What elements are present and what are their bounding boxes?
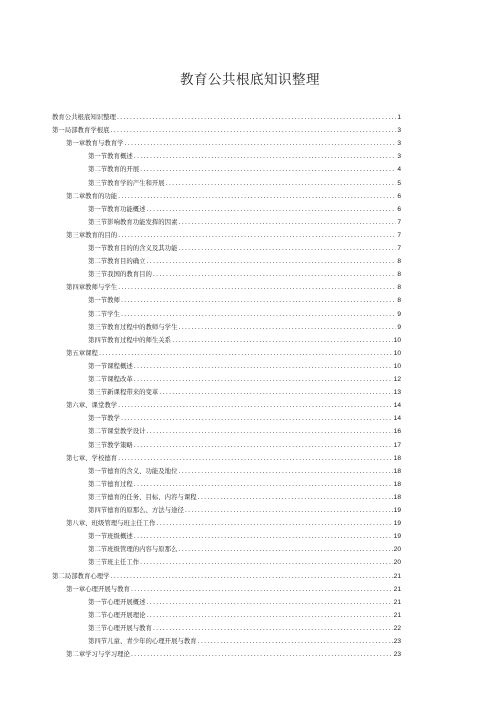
toc-entry-title: 第二节学生	[88, 309, 120, 318]
toc-leader-dots	[131, 583, 393, 595]
toc-leader-dots	[134, 530, 393, 542]
toc-leader-dots	[125, 137, 397, 149]
toc-leader-dots	[140, 163, 396, 175]
toc-entry-title: 第一节教学	[88, 414, 120, 423]
toc-entry[interactable]	[88, 425, 401, 437]
toc-page-number: 22	[393, 624, 401, 632]
toc-page-number: 9	[397, 310, 401, 318]
toc-page-number: 4	[397, 166, 401, 174]
toc-entry[interactable]	[88, 177, 401, 189]
toc-entry[interactable]	[88, 321, 401, 333]
toc-leader-dots	[147, 425, 393, 437]
toc-entry[interactable]	[66, 281, 401, 293]
toc-page-number: 1	[397, 114, 401, 121]
toc-entry[interactable]	[66, 229, 401, 241]
toc-entry-title: 第三节教育过程中的教师与学生	[88, 322, 178, 331]
toc-entry-title: 第一节心理开展概述	[88, 597, 146, 606]
toc-entry-title: 第六章、课堂教学	[66, 401, 118, 410]
toc-entry[interactable]	[88, 163, 401, 175]
toc-page-number: 7	[397, 231, 401, 239]
toc-entry[interactable]	[88, 373, 401, 385]
toc-entry-title: 第五章课程	[66, 348, 98, 357]
toc-entry-title: 教育公共根底知识整理	[52, 113, 116, 121]
toc-entry[interactable]	[88, 439, 401, 451]
toc-leader-dots	[178, 465, 392, 477]
toc-entry-title: 第二节班级管理的内容与原那么	[88, 545, 178, 554]
toc-page-number: 7	[397, 218, 401, 226]
toc-entry-title: 第一节教育目的的含义及其功能	[88, 244, 178, 252]
toc-entry-title: 第三节新课程带来的变革	[88, 388, 159, 397]
toc-page-number: 10	[393, 362, 401, 370]
toc-entry-title: 第三节心理开展与教育	[88, 623, 152, 632]
toc-entry[interactable]	[88, 504, 401, 516]
toc-entry-title: 第三节班主任工作	[88, 558, 140, 567]
toc-entry-title: 第二节教育的开展	[88, 165, 140, 174]
document-title: 教育公共根底知识整理	[180, 72, 320, 88]
toc-leader-dots	[117, 111, 396, 123]
toc-entry[interactable]	[52, 124, 401, 136]
toc-entry[interactable]	[52, 570, 401, 582]
toc-entry[interactable]	[88, 255, 401, 267]
toc-page-number: 14	[393, 402, 401, 410]
toc-leader-dots	[147, 596, 393, 608]
toc-page-number: 19	[393, 507, 401, 514]
toc-leader-dots	[153, 622, 393, 634]
toc-page-number: 18	[393, 454, 401, 462]
toc-page-number: 19	[393, 533, 401, 541]
toc-page-number: 19	[393, 520, 401, 528]
toc-entry-title: 第二节课堂教学设计	[88, 427, 146, 436]
toc-entry-title: 第一节教育概述	[88, 152, 133, 161]
toc-leader-dots	[178, 242, 396, 254]
toc-page-number: 8	[397, 297, 401, 305]
toc-page-number: 14	[393, 415, 401, 423]
toc-page-number: 9	[397, 323, 401, 331]
toc-entry-title: 第三章教育的目的	[66, 230, 118, 239]
toc-entry-title: 第三节影响教育功能发挥的因素	[88, 217, 178, 226]
toc-entry[interactable]	[66, 399, 401, 411]
toc-leader-dots	[121, 308, 396, 320]
toc-entry-title: 第七章、学校德育	[66, 453, 118, 462]
toc-entry-title: 第二节教育目的确立	[88, 257, 146, 266]
toc-leader-dots	[140, 556, 393, 568]
toc-leader-dots	[111, 124, 397, 136]
toc-entry[interactable]	[88, 596, 401, 608]
toc-entry[interactable]	[66, 583, 401, 595]
toc-entry[interactable]	[88, 530, 401, 542]
toc-entry[interactable]	[88, 412, 401, 424]
toc-page-number: 8	[397, 258, 401, 266]
toc-entry-title: 第一节班级概述	[88, 532, 133, 541]
toc-entry-title: 第一节课程概述	[88, 361, 133, 370]
toc-page-number: 18	[393, 467, 401, 475]
toc-page-number: 17	[393, 441, 401, 449]
toc-page-number: 10	[393, 336, 401, 344]
toc-entry-title: 第一章教育与教育学	[66, 139, 124, 148]
toc-entry[interactable]	[88, 609, 401, 621]
toc-entry-title: 第二局部教育心理学	[52, 571, 110, 580]
toc-entry-title: 第四章教师与学生	[66, 283, 118, 292]
toc-leader-dots	[118, 229, 396, 241]
toc-entry[interactable]	[66, 137, 401, 149]
toc-leader-dots	[178, 321, 396, 333]
toc-page-number: 3	[397, 127, 401, 135]
toc-page-number: 21	[393, 598, 401, 606]
toc-page-number: 23	[393, 651, 401, 659]
toc-page-number: 5	[397, 179, 401, 187]
toc-leader-dots	[198, 491, 393, 503]
toc-entry-title: 第一节教育功能概述	[88, 204, 146, 213]
toc-leader-dots	[118, 452, 393, 464]
toc-leader-dots	[178, 216, 396, 228]
toc-leader-dots	[134, 373, 393, 385]
toc-page-number: 12	[393, 376, 401, 383]
toc-leader-dots	[166, 177, 397, 189]
toc-entry[interactable]	[88, 543, 401, 555]
toc-entry-title: 第一局部教育学根底	[52, 126, 110, 135]
toc-page-number: 20	[393, 559, 401, 567]
toc-page-number: 10	[393, 349, 401, 357]
toc-entry-title: 第一节教师	[88, 296, 120, 305]
toc-entry-title: 第四节儿童、青少年的心理开展与教育	[88, 637, 197, 645]
toc-page-number: 8	[397, 284, 401, 292]
toc-leader-dots	[198, 635, 393, 647]
toc-leader-dots	[153, 268, 396, 280]
toc-leader-dots	[134, 360, 393, 372]
toc-entry[interactable]	[88, 478, 401, 490]
toc-entry[interactable]	[88, 334, 401, 346]
toc-entry-title: 第三节教学策略	[88, 440, 133, 449]
toc-entry-title: 第二节心理开展理论	[88, 610, 146, 619]
toc-leader-dots	[118, 399, 393, 411]
toc-leader-dots	[118, 190, 396, 202]
toc-leader-dots	[121, 294, 396, 306]
toc-entry[interactable]	[66, 517, 401, 529]
toc-entry[interactable]	[88, 203, 401, 215]
toc-leader-dots	[147, 203, 397, 215]
toc-page-number: 23	[393, 638, 401, 645]
toc-entry[interactable]	[88, 491, 401, 503]
toc-leader-dots	[147, 609, 393, 621]
toc-entry[interactable]	[88, 360, 401, 372]
toc-leader-dots	[178, 543, 392, 555]
toc-page-number: 13	[393, 389, 401, 397]
toc-leader-dots	[121, 412, 393, 424]
toc-entry-title: 第二节德育过程	[88, 479, 133, 488]
toc-entry[interactable]	[52, 111, 401, 123]
toc-entry[interactable]	[88, 622, 401, 634]
toc-entry[interactable]	[88, 150, 401, 162]
toc-page-number: 16	[393, 428, 401, 436]
toc-page-number: 18	[393, 480, 401, 488]
toc-entry[interactable]	[66, 190, 401, 202]
toc-entry-title: 第四节教育过程中的师生关系	[88, 335, 172, 344]
toc-page-number: 8	[397, 271, 401, 279]
toc-leader-dots	[134, 150, 397, 162]
toc-leader-dots	[172, 334, 393, 346]
toc-entry-title: 第三节德育的任务、目标、内容与课程	[88, 492, 197, 501]
toc-leader-dots	[185, 504, 393, 516]
toc-entry[interactable]	[88, 556, 401, 568]
toc-entry[interactable]	[88, 386, 401, 398]
toc-entry[interactable]	[88, 308, 401, 320]
toc-leader-dots	[118, 281, 396, 293]
toc-entry-title: 第二节课程改革	[88, 375, 133, 383]
toc-leader-dots	[99, 347, 393, 359]
toc-entry[interactable]	[66, 347, 401, 359]
toc-page-number: 6	[397, 205, 401, 213]
toc-page-number: 6	[397, 192, 401, 200]
toc-leader-dots	[134, 478, 393, 490]
toc-entry[interactable]	[88, 216, 401, 228]
toc-entry-title: 第八章、班级管理与班主任工作	[66, 519, 156, 528]
toc-entry-title: 第二章学习与学习理论	[66, 650, 130, 659]
toc-entry[interactable]	[88, 465, 401, 477]
toc-entry[interactable]	[88, 242, 401, 254]
toc-page-number: 21	[393, 585, 401, 593]
toc-page-number: 7	[397, 245, 401, 252]
toc-entry[interactable]	[88, 294, 401, 306]
toc-leader-dots	[147, 255, 397, 267]
toc-entry-title: 第三节我国的教育目的	[88, 270, 152, 279]
toc-page-number: 20	[393, 546, 401, 554]
toc-entry[interactable]	[88, 635, 401, 647]
toc-page-number: 3	[397, 153, 401, 161]
toc-page-number: 18	[393, 493, 401, 501]
toc-page-number: 21	[393, 611, 401, 619]
toc-leader-dots	[111, 570, 393, 582]
toc-entry-title: 第三节教育学的产生和开展	[88, 178, 165, 187]
toc-leader-dots	[159, 386, 392, 398]
toc-entry-title: 第一节德育的含义、功能及地位	[88, 466, 178, 475]
toc-leader-dots	[131, 648, 393, 660]
toc-leader-dots	[134, 439, 393, 451]
toc-entry-title: 第一章心理开展与教育	[66, 584, 130, 593]
toc-entry-title: 第四节德育的原那么、方法与途径	[88, 506, 184, 514]
toc-entry[interactable]	[66, 452, 401, 464]
toc-entry[interactable]	[66, 648, 401, 660]
toc-page-number: 3	[397, 140, 401, 148]
toc-entry[interactable]	[88, 268, 401, 280]
toc-leader-dots	[156, 517, 392, 529]
toc-entry-title: 第二章教育的功能	[66, 191, 118, 200]
toc-page-number: 21	[393, 572, 401, 580]
